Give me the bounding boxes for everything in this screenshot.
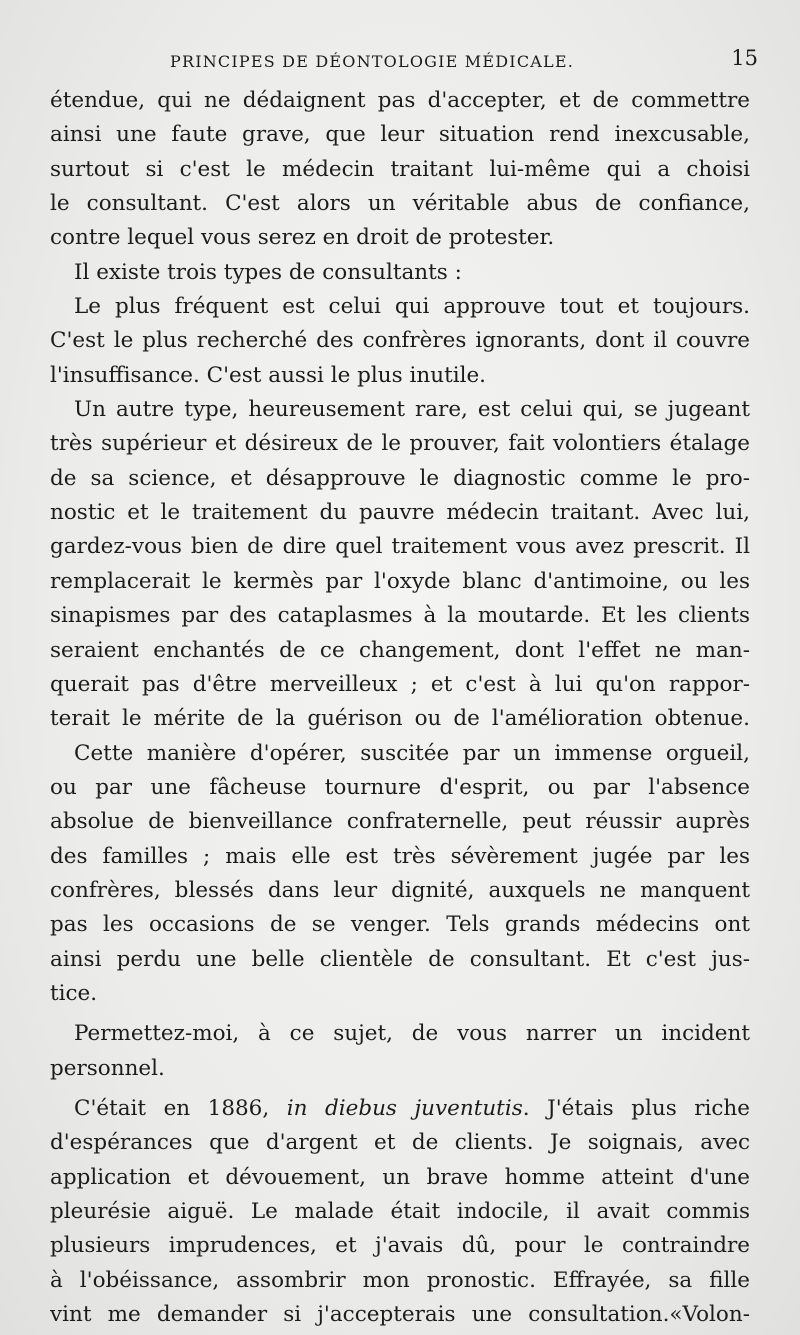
text-line: personnel. bbox=[50, 1055, 165, 1081]
text-line: querait pas d'être merveilleux ; et c'est à lui qu'on rappor- bbox=[50, 671, 750, 697]
text-line: ainsi perdu une belle clientèle de consultant. Et c'est jus- bbox=[50, 946, 750, 972]
text-line: remplacerait le kermès par l'oxyde blanc d'antimoine, ou les bbox=[50, 568, 750, 594]
text-segment: C'était en 1886, bbox=[74, 1095, 287, 1121]
text-line: plusieurs imprudences, et j'avais dû, pour le contraindre bbox=[50, 1233, 750, 1259]
text-line: le consultant. C'est alors un véritable abus de confiance, bbox=[50, 191, 750, 217]
text-segment: . J'étais plus riche bbox=[522, 1095, 750, 1121]
text-line: Permettez-moi, à ce sujet, de vous narrer un incident bbox=[74, 1021, 750, 1047]
text-line: seraient enchantés de ce changement, dont l'effet ne man- bbox=[50, 637, 750, 663]
text-line: Il existe trois types de consultants : bbox=[74, 259, 462, 285]
text-line: vint me demander si j'accepterais une consultation.«Volon- bbox=[50, 1302, 750, 1328]
text-line: très supérieur et désireux de le prouver, fait volontiers étalage bbox=[50, 431, 750, 457]
text-line: pas les occasions de se venger. Tels grands médecins ont bbox=[50, 912, 750, 938]
text-line: à l'obéissance, assombrir mon pronostic. Effrayée, sa fille bbox=[50, 1267, 750, 1293]
text-line: étendue, qui ne dédaignent pas d'accepter, et de commettre bbox=[50, 88, 750, 113]
text-line: ou par une fâcheuse tournure d'esprit, ou par l'absence bbox=[50, 774, 750, 800]
text-line: contre lequel vous serez en droit de protester. bbox=[50, 225, 555, 251]
text-line: nostic et le traitement du pauvre médecin traitant. Avec lui, bbox=[50, 500, 750, 526]
text-line: Un autre type, heureusement rare, est celui qui, se jugeant bbox=[74, 397, 750, 423]
text-line: application et dévouement, un brave homme atteint d'une bbox=[50, 1164, 750, 1190]
text-line: d'espérances que d'argent et de clients. Je soignais, avec bbox=[50, 1130, 750, 1156]
text-line: Cette manière d'opérer, suscitée par un immense orgueil, bbox=[74, 740, 750, 766]
text-line: Le plus fréquent est celui qui approuve tout et toujours. bbox=[74, 294, 750, 320]
text-line: tice. bbox=[50, 980, 98, 1006]
text-line bbox=[50, 1092, 750, 1126]
text-line: sinapismes par des cataplasmes à la moutarde. Et les clients bbox=[50, 603, 750, 629]
text-line: C'est le plus recherché des confrères ignorants, dont il couvre bbox=[50, 328, 750, 354]
running-head bbox=[52, 46, 760, 76]
text-line: surtout si c'est le médecin traitant lui-même qui a choisi bbox=[50, 156, 750, 182]
text-line: l'insuffisance. C'est aussi le plus inutile. bbox=[50, 362, 487, 388]
text-line: gardez-vous bien de dire quel traitement vous avez prescrit. Il bbox=[50, 534, 750, 560]
italic-phrase: in diebus juventutis bbox=[286, 1095, 523, 1121]
text-line: ainsi une faute grave, que leur situation rend inexcusable, bbox=[50, 122, 750, 148]
text-line: confrères, blessés dans leur dignité, auxquels ne manquent bbox=[50, 877, 750, 903]
page-number: 15 bbox=[731, 46, 758, 70]
body-text bbox=[50, 84, 750, 1332]
text-line: de sa science, et désapprouve le diagnostic comme le pro- bbox=[50, 465, 750, 491]
text-line: des familles ; mais elle est très sévèrement jugée par les bbox=[50, 843, 750, 869]
text-line: pleurésie aiguë. Le malade était indocile, il avait commis bbox=[50, 1199, 750, 1224]
running-title: PRINCIPES DE DÉONTOLOGIE MÉDICALE. bbox=[170, 52, 575, 71]
text-line: absolue de bienveillance confraternelle, peut réussir auprès bbox=[50, 809, 750, 835]
text-line: terait le mérite de la guérison ou de l'amélioration obtenue. bbox=[50, 706, 750, 732]
